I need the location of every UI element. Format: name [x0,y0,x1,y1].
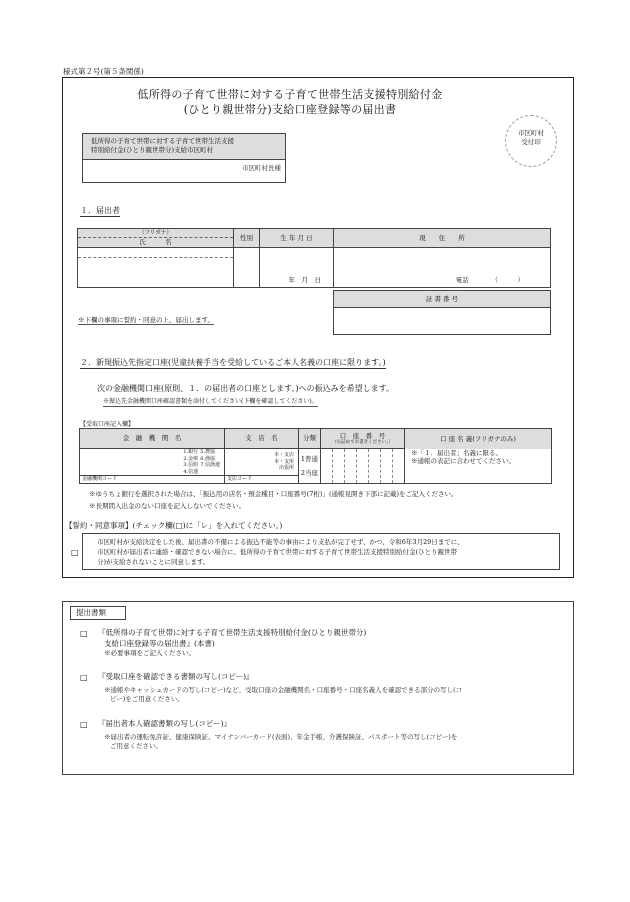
account-number-input[interactable] [321,449,405,484]
section1-heading-text: １．届出者 [80,206,120,215]
account-type-cell[interactable] [299,449,321,484]
form-number: 様式第２号(第５条関係) [63,67,144,76]
dormant-account-note: ※長期間入出金のない口座を記入しないでください。 [89,502,245,510]
section2-heading: ２．新規振込先指定口座(児童扶養手当を受給しているご本人名義の口座に限ります。) [80,358,386,367]
bank-type-options-1: 1.銀行 2.金庫 3.信組 4.信連 [183,449,199,475]
document-title-1b: 支給口座登録等の届出書』(本書) [104,638,215,648]
consent-line2: 市区町村が届出者に連絡・確認できない場合に、低所得の子育て世帯に対する子育て世帯生活支援特別給付金(ひとり親世帯 [97,548,458,557]
account-type-current[interactable]: 2当座 [300,469,319,477]
account-table [79,428,552,484]
name-header [78,229,234,248]
certificate-table [333,290,551,335]
branch-type-options: 本・支店 本・支所 出張所 [273,452,294,472]
pledge-note: ※下欄の事項に誓約・同意の上、届出します。 [78,316,214,324]
gender-input-cell[interactable] [234,248,260,288]
document-note-2a: ※通帳やキャッシュカードの写し(コピー)など、受取口座の金融機関名・口座番号・口座名義人を確認できる部分の写し(コ [104,685,463,694]
birth-input-cell[interactable]: 年 月 日 [260,248,334,288]
address-input-cell[interactable]: 電話 （ ） [334,248,551,288]
bank-name-header: 金 融 機 関 名 [80,429,225,449]
bank-type-options-2: 5.農協 6.漁協 7.信漁連 [200,449,220,468]
account-entry-label: 【受取口座記入欄】 [80,421,135,428]
document-title-2: 『受取口座を確認できる書類の写し(コピー)』 [98,672,254,681]
document-checkbox-3[interactable]: □ [80,720,88,729]
document-note-2b: ピー)をご用意ください。 [110,694,184,703]
furigana-label: （フリガナ） [78,230,233,239]
consent-box [71,533,560,570]
addressee-mayor: 市区町村長様 [242,164,281,172]
bank-code-input[interactable]: 金融機関コード [80,476,225,484]
account-number-header [321,429,405,449]
account-holder-header: 口 座 名 義(フリガナのみ) [405,429,552,449]
addressee-header [83,134,285,160]
cert-number-input[interactable] [334,308,551,335]
consent-checkbox[interactable]: □ [71,548,79,557]
branch-header: 支 店 名 [225,429,299,449]
document-checkbox-1[interactable]: □ [80,629,88,638]
yucho-note: ※ゆうちょ銀行を選択された場合は、「振込用の店名・預金種目・口座番号(7桁)」(通帳見開き下部に記載)をご記入ください。 [89,490,458,498]
branch-code-input[interactable]: 支店コード [225,476,299,484]
stamp-label-1: 市区町村 [518,129,544,137]
address-header: 現 住 所 [334,229,551,248]
document-item-1 [80,628,366,658]
consent-line3: 分)が支給されないことに同意します。 [97,558,210,567]
consent-line1: 市区町村が支給決定をした後、届出書の不備による振込不能等の事由により支払が完了せず、かつ、令和6年3月29日までに、 [97,538,464,546]
form-title [90,87,490,118]
holder-note-1: ※「１．届出者」名義に限る。 [411,448,502,457]
addressee-line1: 低所得の子育て世帯に対する子育て世帯生活支援 [91,137,234,145]
section2-instruction: 次の金融機関口座(原則、１．の届出者の口座とします。)への振込みを希望します。 [97,384,394,393]
document-checkbox-2[interactable]: □ [80,673,88,682]
account-number-note: （右詰めでお書きください。） [332,439,393,445]
consent-heading: 【誓約・同意事項】(チェック欄(□)に「レ」を入れてください。) [65,521,283,530]
form-title-line1: 低所得の子育て世帯に対する子育て世帯生活支援特別給付金 [137,88,443,101]
document-title-1a: 『低所得の子育て世帯に対する子育て世帯生活支援特別給付金(ひとり親世帯分) [98,628,367,637]
addressee-line2: 特別給付金(ひとり親世帯分)支給市区町村 [91,145,214,154]
document-note-1: ※必要事項をご記入ください。 [104,649,195,657]
account-type-ordinary[interactable]: 1普通 [300,454,319,463]
bank-name-input[interactable] [80,449,225,476]
attach-note: ※振込先金融機関口座確認書類を添付してください(下欄を確認してください)。 [103,398,318,405]
document-title-3: 『届出者本人確認書類の写し(コピー)』 [98,719,232,728]
reception-stamp-area [505,115,557,167]
form-title-line2: (ひとり親世帯分)支給口座登録等の届出書 [183,103,397,117]
addressee-box [82,133,286,183]
name-input-cell[interactable] [78,248,234,288]
document-item-3 [80,719,457,751]
category-header: 分類 [299,429,321,449]
account-holder-input[interactable] [405,449,552,484]
holder-note-2: ※通帳の表記に合わせてください。 [411,456,515,465]
stamp-label-2: 受付印 [521,137,541,146]
applicant-table [77,228,551,288]
birth-header: 生 年 月 日 [260,229,334,248]
document-item-2 [80,672,462,704]
cert-number-header: 証 書 番 号 [334,291,551,308]
account-number-label: 口 座 番 号 [339,431,386,440]
name-label: 氏 名 [139,238,172,247]
documents-heading: 提出書類 [70,606,126,620]
section1-heading [80,206,120,216]
document-note-3a: ※届出者の運転免許証、健康保険証、マイナンバーカード(表面)、年金手帳、介護保険証、パスポート等の写し(コピー)を [104,732,458,741]
branch-input[interactable] [225,449,299,476]
document-note-3b: ご用意ください。 [110,741,162,750]
gender-header: 性別 [234,229,260,248]
